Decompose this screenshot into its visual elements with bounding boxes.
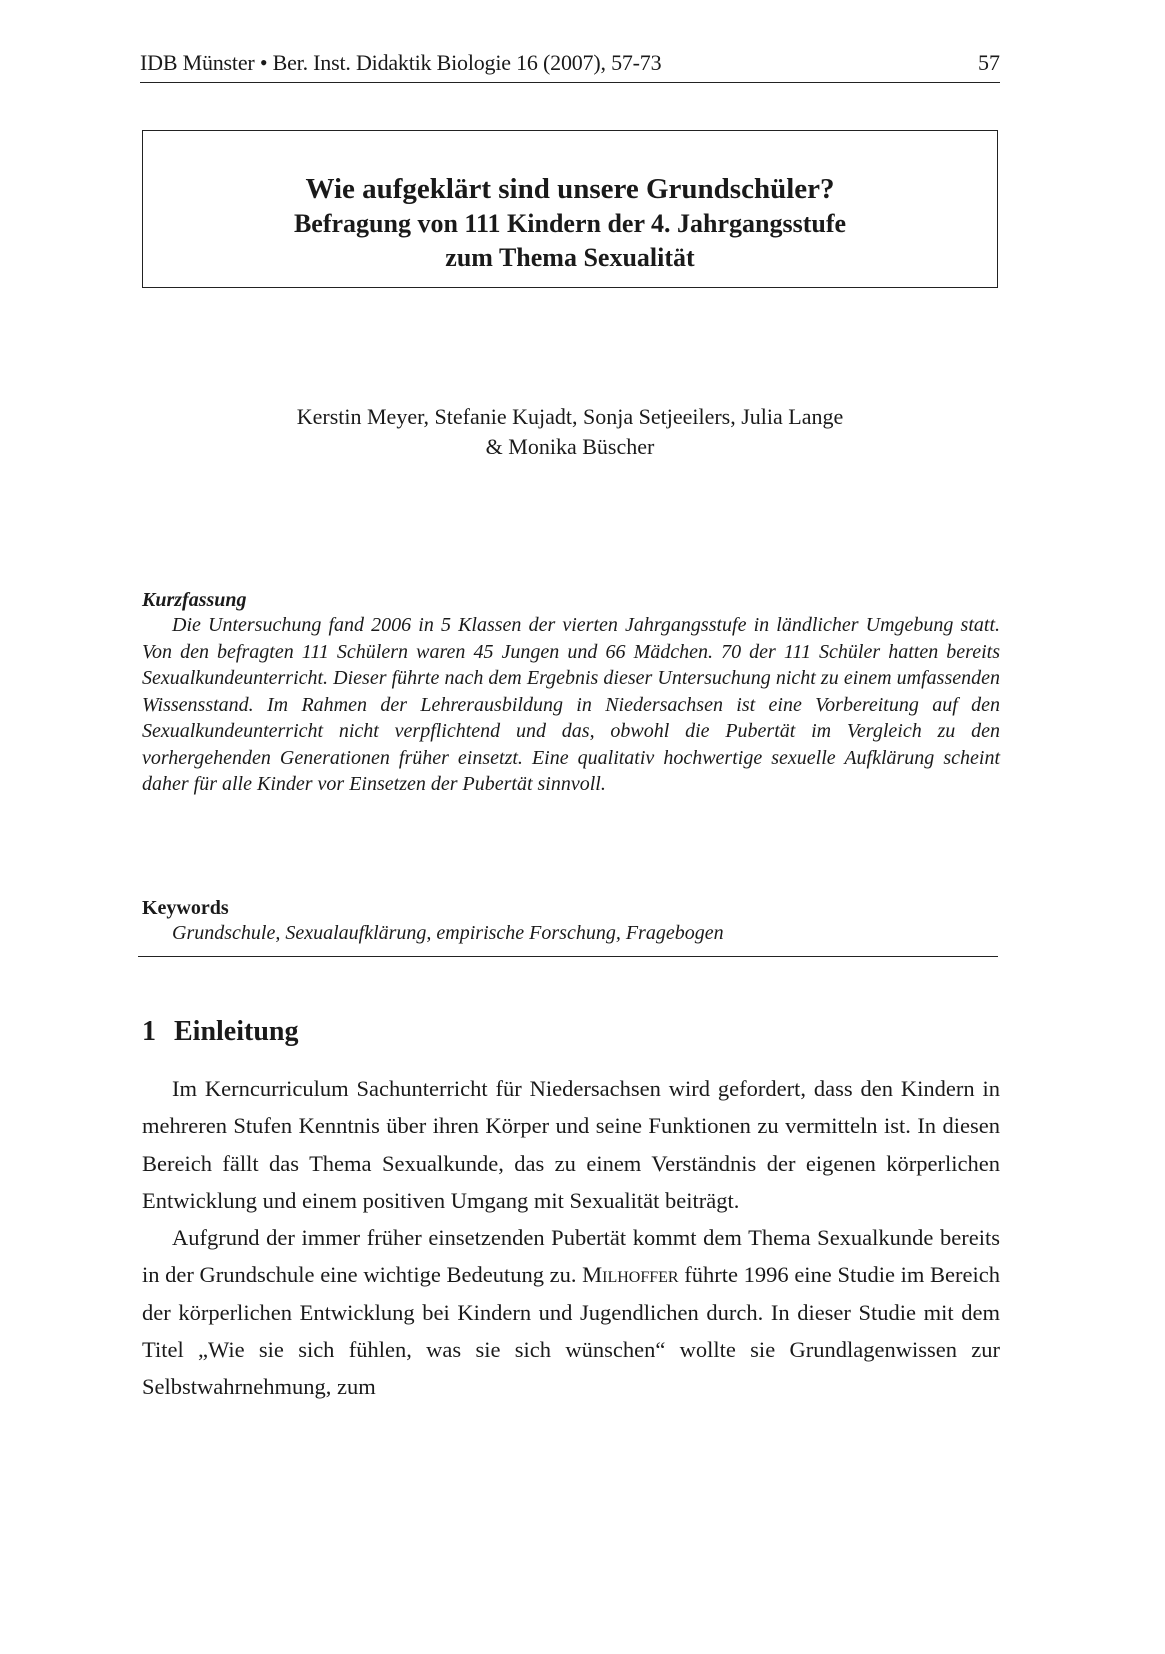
page-number: 57	[978, 50, 1000, 75]
authors-line2: & Monika Büscher	[485, 434, 655, 459]
paper-subtitle-line2: zum Thema Sexualität	[445, 243, 695, 272]
section-number: 1	[142, 1016, 156, 1047]
journal-citation: IDB Münster • Ber. Inst. Didaktik Biologie 16 (2007), 57-73	[140, 50, 662, 75]
keywords	[142, 896, 1000, 946]
paragraph-text: Aufgrund der immer früher einsetzenden Pubertät kommt dem Thema Sexualkunde bereits in der Grundschule eine wichtige Bedeutung zu.	[142, 1225, 1000, 1288]
authors-line1: Kerstin Meyer, Stefanie Kujadt, Sonja Setjeeilers, Julia Lange	[296, 404, 844, 429]
paragraph: Im Kerncurriculum Sachunterricht für Niedersachsen wird gefordert, dass den Kindern in mehreren Stufen Kenntnis über ihren Körper und seine Funktionen zu vermitteln ist. In diesen Bereich fällt das Thema Sexualkunde, das zu einem Verständnis der eigenen körperlichen Entwicklung und einem positiven Umgang mit Sexualität beiträgt.	[142, 1076, 1000, 1213]
paragraph-text: führte 1996 eine Studie im Bereich der körperlichen Entwicklung bei Kindern und Jugendlichen durch. In dieser Studie mit dem Titel „Wie sie sich fühlen, was sie sich wünschen“ wollte sie Grundlagenwissen zur Selbstwahrnehmung, zum	[142, 1262, 1000, 1400]
keywords-label: Keywords	[142, 897, 229, 919]
keywords-text: Grundschule, Sexualaufklärung, empirische Forschung, Fragebogen	[172, 922, 724, 944]
body-text	[142, 1070, 1000, 1406]
paper-subtitle-line1: Befragung von 111 Kindern der 4. Jahrgangsstufe	[293, 209, 847, 238]
running-header	[140, 50, 1000, 83]
cited-author: Milhoffer	[582, 1262, 679, 1288]
paragraph	[142, 1219, 1000, 1405]
section-title: Einleitung	[174, 1016, 299, 1047]
abstract	[142, 588, 1000, 798]
paper-title: Wie aufgeklärt sind unsere Grundschüler?	[305, 173, 835, 205]
author-list	[140, 402, 1000, 462]
abstract-label: Kurzfassung	[142, 589, 247, 611]
title-box	[142, 130, 998, 288]
section-heading	[142, 1016, 298, 1048]
abstract-text: Die Untersuchung fand 2006 in 5 Klassen der vierten Jahrgangsstufe in ländlicher Umgebung statt. Von den befragten 111 Schülern waren 45 Jungen und 66 Mädchen. 70 der 111 Schüler hatten bereits Sexualkundeunterricht. Dieser führte nach dem Ergebnis dieser Untersuchung nicht zu einem umfassenden Wissensstand. Im Rahmen der Lehrerausbildung in Niedersachsen ist eine Vorbereitung auf den Sexualkundeunterricht nicht verpflichtend und das, obwohl die Pubertät im Vergleich zu den vorhergehenden Generationen früher einsetzt. Eine qualitativ hochwertige sexuelle Aufklärung scheint daher für alle Kinder vor Einsetzen der Pubertät sinnvoll.	[142, 614, 1000, 795]
section-divider	[138, 956, 998, 957]
